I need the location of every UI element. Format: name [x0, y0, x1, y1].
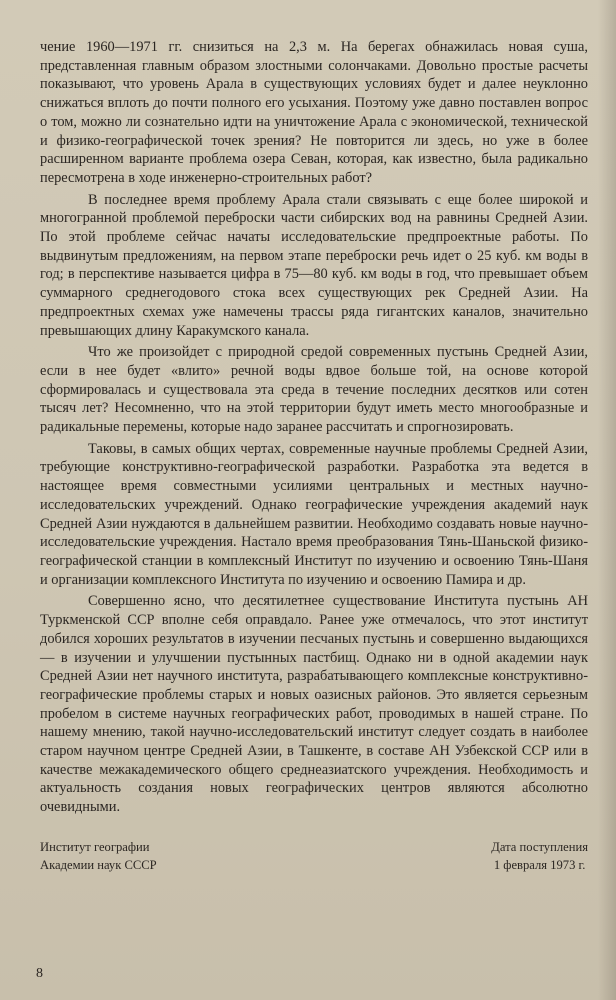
paragraph-2: В последнее время проблему Арала стали связывать с еще более широкой и многогранной проблемой переброски части сибирских вод на равнины Средней Азии. По этой проблеме сейчас начаты исследовательские предпроектные работы. По выдвинутым предложениям, на первом этапе переброски речь идет о 25 куб. км воды в год; в перспективе называется цифра в 75—80 куб. км воды в год, что превышает объем суммарного среднегодового стока всех существующих рек Средней Азии. На предпроектных схемах уже намечены трассы ряда гигантских каналов, значительно превышающих длину Каракумского канала. — [40, 191, 588, 339]
page-edge-shadow — [598, 0, 616, 1000]
affiliation-line-1: Институт географии — [40, 840, 150, 854]
paragraph-1: чение 1960—1971 гг. снизиться на 2,3 м. На берегах обнажилась новая суша, представленная главным образом злостными солончаками. Довольно простые расчеты показывают, что уровень Арала в существующих условиях будет и далее неуклонно снижаться вплоть до почти полного его усыхания. Поэтому уже давно поставлен вопрос о том, можно ли сознательно идти на уничтожение Арала с экономической, технической и физико-географической точек зрения? Не повторится ли здесь, но уже в более расширенном варианте проблема озера Севан, которая, как известно, была радикально пересмотрена в ходе инженерно-строительных работ? — [40, 39, 588, 186]
received-date: 1 февраля 1973 г. — [493, 858, 586, 872]
article-body — [40, 38, 588, 820]
paragraph-5: Совершенно ясно, что десятилетнее существование Института пустынь АН Туркменской ССР вполне себя оправдало. Ранее уже отмечалось, что этот институт добился хороших результатов в изучении песчаных пустынь и совершенно выдающихся — в изучении и улучшении пустынных пастбищ. Однако ни в одной академии наук Средней Азии нет научного института, разрабатывающего комплексные конструктивно-географические проблемы старых и новых оазисных районов. Это является серьезным пробелом в системе научных географических работ, проводимых в нашей стране. По нашему мнению, такой научно-исследовательский институт следует создать в наиболее старом научном центре Средней Азии, в Ташкенте, в составе АН Узбекской ССР или в качестве межакадемического общего среднеазиатского учреждения. Необходимость и актуальность создания новых географических центров являются абсолютно очевидными. — [40, 593, 588, 816]
affiliation-line-2: Академии наук СССР — [40, 858, 157, 872]
paragraph-3: Что же произойдет с природной средой современных пустынь Средней Азии, если в нее будет «влито» речной воды вдвое больше той, на основе которой сформировалась и существовала эта среда в течение последних десятков или сотен тысяч лет? Несомненно, что на этой территории будут иметь место многообразные и радикальные перемены, которые надо заранее рассчитать и спрогнозировать. — [40, 344, 588, 436]
author-affiliation — [40, 838, 157, 874]
received-info — [491, 838, 588, 874]
paragraph-4: Таковы, в самых общих чертах, современные научные проблемы Средней Азии, требующие конструктивно-географической разработки. Разработка эта ведется в настоящее время совместными усилиями центральных и местных научно-исследовательских учреждений. Однако географические учреждения академий наук Средней Азии нуждаются в дальнейшем развитии. Необходимо создавать новые научно-исследовательские учреждения. Настало время преобразования Тянь-Шаньской физико-географической станции в комплексный Институт по изучению и освоению Тянь-Шаня и организации комплексного Института по изучению и освоению Памира и др. — [40, 440, 588, 588]
page-number: 8 — [36, 966, 43, 981]
received-label: Дата поступления — [491, 840, 588, 854]
